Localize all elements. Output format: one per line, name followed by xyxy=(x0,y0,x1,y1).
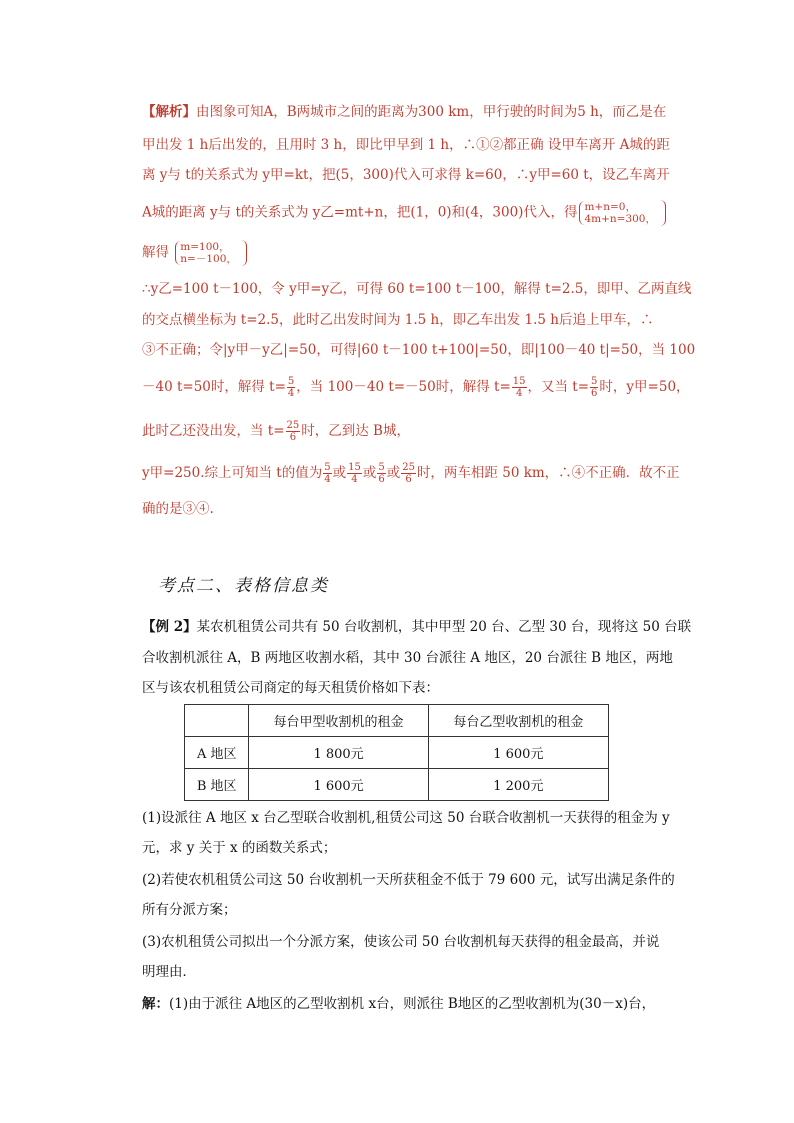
table-row xyxy=(185,769,609,801)
table-row xyxy=(185,737,609,769)
table-cell: B 地区 xyxy=(185,769,249,801)
table-header-cell xyxy=(185,705,249,737)
equation-system-2: m=100， n=－100， xyxy=(175,241,237,265)
section-title: 考点二、表格信息类 xyxy=(158,576,329,596)
table-header-row xyxy=(185,705,609,737)
example-line-2: 合收割机派往 A，B 两地区收割水稻，其中 30 台派往 A 地区，20 台派往 B 地区，两地 xyxy=(142,650,673,666)
fraction-5-6: $\frac{5}{6}$ xyxy=(591,376,598,399)
analysis-line-5: ∴y乙=100 t－100，令 y甲=y乙，可得 60 t=100 t－100，解得 t=2.5，即甲、乙两直线 xyxy=(142,281,692,297)
question-3-line-1: (3)农机租赁公司拟出一个分派方案，使该公司 50 台收割机每天获得的租金最高，并说 xyxy=(142,934,660,950)
analysis-line-1: 【解析】由图象可知A，B两城市之间的距离为300 km，甲行驶的时间为5 h，而乙是在 xyxy=(142,104,667,120)
analysis-tag: 【解析】 xyxy=(142,104,196,120)
table-header-cell: 每台甲型收割机的租金 xyxy=(249,705,428,737)
table-cell: 1 600元 xyxy=(428,737,608,769)
question-2-line-2: 所有分派方案； xyxy=(142,902,237,918)
solution-line-1: 解：(1)由于派往 A地区的乙型收割机 x台，则派往 B地区的乙型收割机为(30－x)台， xyxy=(142,996,656,1012)
table-cell: 1 800元 xyxy=(249,737,428,769)
table-cell: 1 200元 xyxy=(428,769,608,801)
analysis-line-6: 的交点横坐标为 t=2.5，此时乙出发时间为 1.5 h，即乙车出发 1.5 h后追上甲车，∴ xyxy=(142,312,654,328)
analysis-line-7: ③不正确；令|y甲－y乙|=50，可得|60 t－100 t+100|=50，即|100－40 t|=50，当 100 xyxy=(142,342,696,358)
rental-price-table xyxy=(184,704,609,801)
question-3-line-2: 明理由． xyxy=(142,964,196,980)
analysis-line-3: 离 y与 t的关系式为 y甲=kt，把(5，300)代入可求得 k=60，∴y甲=60 t，设乙车离开 xyxy=(142,167,670,183)
question-2-line-1: (2)若使农机租赁公司这 50 台收割机一天所获租金不低于 79 600 元，试写出满足条件的 xyxy=(142,872,675,888)
analysis-line-8: －40 t=50时，解得 t= $\frac{5}{4}$ ，当 100－40 t=－50时，解得 t= $\frac{15}{4}$ ，又当 t= $\frac{5}{6}$ 时，y甲=50， xyxy=(142,376,690,399)
example-line-1: 【例 2】某农机租赁公司共有 50 台收割机，其中甲型 20 台、乙型 30 台，现将这 50 台联 xyxy=(142,619,692,635)
analysis-line-4: A城的距离 y与 t的关系式为 y乙=mt+n，把(1，0)和(4，300)代入，得 m+n=0， 4m+n=300， xyxy=(142,200,666,226)
analysis-line-2: 甲出发 1 h后出发的，且用时 3 h，即比甲早到 1 h，∴①②都正确 设甲车离开 A城的距 xyxy=(142,137,670,153)
fraction-15-4: $\frac{15}{4}$ xyxy=(512,376,526,399)
analysis-line-9: 此时乙还没出发，当 t= $\frac{25}{6}$ 时，乙到达 B城， xyxy=(142,420,410,443)
table-header-cell: 每台乙型收割机的租金 xyxy=(428,705,608,737)
fraction-25-6: $\frac{25}{6}$ xyxy=(286,420,300,443)
solution-tag: 解： xyxy=(142,996,169,1012)
question-1-line-2: 元，求 y 关于 x 的函数关系式； xyxy=(142,840,337,856)
table-cell: 1 600元 xyxy=(249,769,428,801)
equation-system-1: m+n=0， 4m+n=300， xyxy=(579,201,656,225)
analysis-solve-line: 解得 m=100， n=－100， xyxy=(142,240,247,266)
example-line-3: 区与该农机租赁公司商定的每天租赁价格如下表： xyxy=(142,680,439,696)
example-tag: 【例 2】 xyxy=(142,619,197,635)
analysis-line-10: y甲=250.综上可知当 t的值为 $\frac{5}{4}$ 或 $\frac{15}{4}$ 或 $\frac{5}{6}$ 或 $\frac{25}{6}$ 时，两车相距 50 km，∴④不正确．故不正 xyxy=(142,462,680,485)
question-1-line-1: (1)设派往 A 地区 x 台乙型联合收割机,租赁公司这 50 台联合收割机一天获得的租金为 y xyxy=(142,810,670,826)
table-cell: A 地区 xyxy=(185,737,249,769)
fraction-5-4: $\frac{5}{4}$ xyxy=(287,376,295,399)
analysis-line-11: 确的是③④. xyxy=(142,501,214,517)
